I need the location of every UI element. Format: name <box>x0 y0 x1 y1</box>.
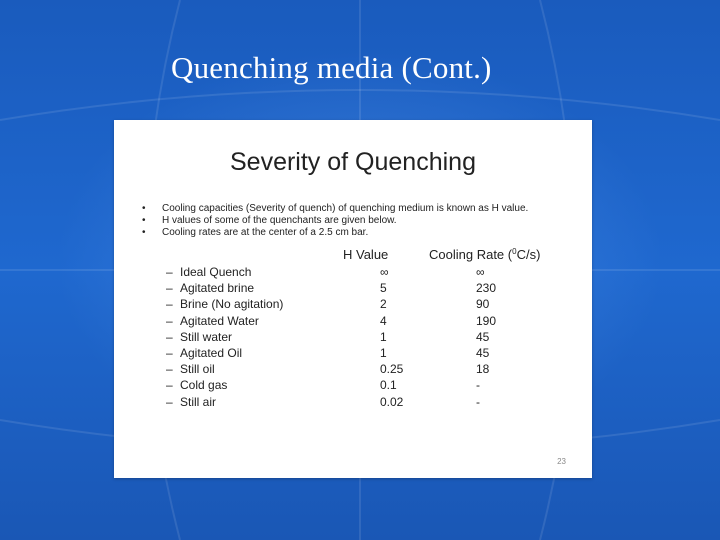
bullet-text: H values of some of the quenchants are given below. <box>162 215 397 226</box>
row-marker: – <box>166 394 173 409</box>
h-value: 4 <box>380 313 387 328</box>
bullet-item <box>142 203 528 215</box>
bullet-item <box>142 215 528 227</box>
cooling-rate: 90 <box>476 297 490 312</box>
cooling-rate: - <box>476 394 480 409</box>
h-value: 1 <box>380 345 387 360</box>
quenchant-name: Agitated Water <box>180 313 259 328</box>
h-value: 5 <box>380 281 387 296</box>
row-marker: – <box>166 313 173 328</box>
cooling-rate: 190 <box>476 313 497 328</box>
bullet-marker: • <box>142 227 146 238</box>
row-marker: – <box>166 281 173 296</box>
bullet-text: Cooling rates are at the center of a 2.5 cm bar. <box>162 227 369 238</box>
h-value: 1 <box>380 329 387 344</box>
quenchant-name: Still air <box>180 394 217 409</box>
degree-superscript: 0 <box>512 247 517 256</box>
column-header-cooling-rate <box>429 247 540 262</box>
h-value: 0.1 <box>380 378 397 393</box>
quenchant-name: Agitated brine <box>180 281 255 296</box>
row-marker: – <box>166 362 173 377</box>
cooling-rate: 45 <box>476 329 490 344</box>
cooling-rate: ∞ <box>476 265 485 279</box>
h-value: 0.25 <box>380 362 404 377</box>
quenchant-name: Still water <box>180 329 233 344</box>
row-marker: – <box>166 378 173 393</box>
row-marker: – <box>166 265 173 279</box>
cooling-rate-prefix: Cooling Rate ( <box>429 247 513 262</box>
cooling-rate: 45 <box>476 345 490 360</box>
content-card <box>114 120 592 478</box>
bullet-list <box>142 203 528 239</box>
bullet-item <box>142 227 528 239</box>
card-heading: Severity of Quenching <box>230 148 476 176</box>
h-value: 0.02 <box>380 394 404 409</box>
h-value: 2 <box>380 297 387 312</box>
row-marker: – <box>166 345 173 360</box>
h-value: ∞ <box>380 265 389 279</box>
cooling-rate: 230 <box>476 281 497 296</box>
quenchant-name: Ideal Quench <box>180 265 252 279</box>
page-number: 23 <box>557 457 566 466</box>
column-header-h-value: H Value <box>343 247 389 262</box>
quenchant-name: Brine (No agitation) <box>180 297 284 312</box>
cooling-rate: - <box>476 378 480 393</box>
quenchant-name: Agitated Oil <box>180 345 243 360</box>
row-marker: – <box>166 329 173 344</box>
slide-title: Quenching media (Cont.) <box>171 50 492 85</box>
bullet-marker: • <box>142 203 146 214</box>
cooling-rate: 18 <box>476 362 490 377</box>
quenchant-name: Cold gas <box>180 378 228 393</box>
bullet-marker: • <box>142 215 146 226</box>
quenchant-name: Still oil <box>180 362 215 377</box>
cooling-rate-suffix: C/s) <box>516 247 541 262</box>
bullet-text: Cooling capacities (Severity of quench) of quenching medium is known as H value. <box>162 203 529 214</box>
row-marker: – <box>166 297 173 312</box>
